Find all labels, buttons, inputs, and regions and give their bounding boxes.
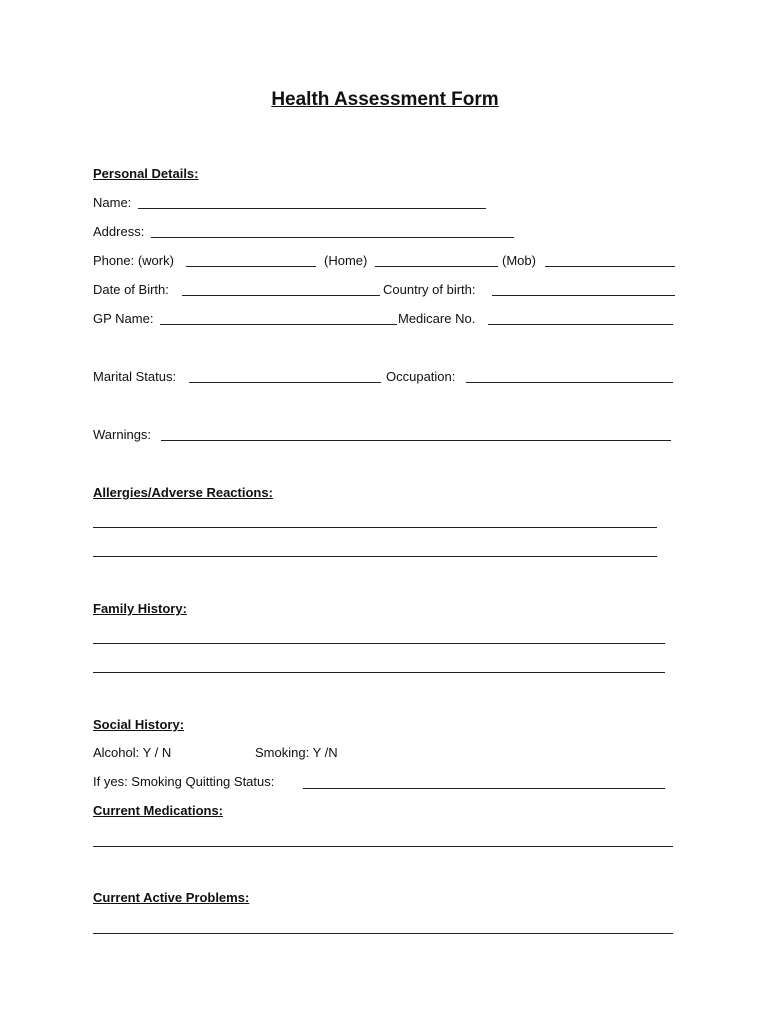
country-field[interactable] — [492, 295, 675, 296]
marital-status-label: Marital Status: — [93, 369, 177, 384]
family-history-heading: Family History: — [93, 601, 187, 616]
family-history-line-1[interactable] — [93, 643, 665, 644]
occupation-label: Occupation: — [386, 369, 456, 384]
gp-name-field[interactable] — [160, 324, 397, 325]
country-label: Country of birth: — [383, 282, 476, 297]
medicare-label: Medicare No. — [398, 311, 476, 326]
warnings-label: Warnings: — [93, 427, 152, 442]
phone-work-field[interactable] — [186, 266, 316, 267]
marital-status-field[interactable] — [189, 382, 381, 383]
allergies-line-1[interactable] — [93, 527, 657, 528]
name-field[interactable] — [138, 208, 486, 209]
phone-home-label: (Home) — [324, 253, 368, 268]
alcohol-label[interactable]: Alcohol: Y / N — [93, 745, 172, 760]
allergies-line-2[interactable] — [93, 556, 657, 557]
page-title: Health Assessment Form — [271, 89, 499, 110]
gp-name-label: GP Name: — [93, 311, 154, 326]
smoking-label[interactable]: Smoking: Y /N — [255, 745, 338, 760]
address-label: Address: — [93, 224, 145, 239]
name-label: Name: — [93, 195, 132, 210]
current-medications-heading: Current Medications: — [93, 803, 224, 818]
occupation-field[interactable] — [466, 382, 673, 383]
social-history-heading: Social History: — [93, 717, 185, 732]
medicare-field[interactable] — [488, 324, 673, 325]
dob-label: Date of Birth: — [93, 282, 169, 297]
family-history-line-2[interactable] — [93, 672, 665, 673]
warnings-field[interactable] — [161, 440, 671, 441]
phone-work-label: Phone: (work) — [93, 253, 174, 268]
quitting-status-label: If yes: Smoking Quitting Status: — [93, 774, 275, 789]
dob-field[interactable] — [182, 295, 380, 296]
phone-home-field[interactable] — [375, 266, 498, 267]
address-field[interactable] — [151, 237, 514, 238]
allergies-heading: Allergies/Adverse Reactions: — [93, 485, 273, 500]
active-problems-heading: Current Active Problems: — [93, 890, 250, 905]
personal-details-heading: Personal Details: — [93, 166, 199, 181]
medications-line[interactable] — [93, 846, 673, 847]
phone-mob-label: (Mob) — [502, 253, 536, 268]
active-problems-line[interactable] — [93, 933, 673, 934]
quitting-status-field[interactable] — [303, 788, 665, 789]
phone-mob-field[interactable] — [545, 266, 675, 267]
